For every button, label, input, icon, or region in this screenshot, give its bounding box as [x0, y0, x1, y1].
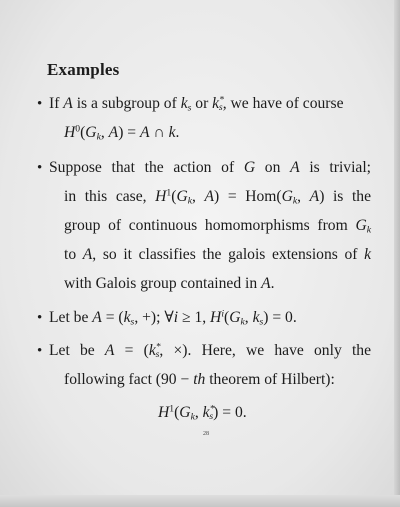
page-edge-right — [394, 0, 400, 507]
item-2-line-4: to A, so it classifies the galois extensions of k — [64, 246, 371, 263]
item-4-line-1: Let be $A = (k^*_s$, ×). Here, we have only the — [49, 341, 371, 361]
item-1-line-2: $H^0(G_k$, A) = A ∩ k. — [64, 123, 180, 143]
item-1-line-1: If A is a subgroup of $k_s$ or $k^*_s$, we have of course — [49, 94, 344, 114]
item-4-line-2: following fact (90 − th theorem of Hilbert): — [64, 371, 335, 388]
bullet-4: • — [37, 343, 43, 359]
bullet-1: • — [37, 96, 43, 112]
item-2-line-5: with Galois group contained in A. — [64, 275, 275, 292]
bullet-3: • — [37, 310, 43, 326]
page-number: 28 — [203, 431, 209, 437]
item-2-line-2: in this case, $H^1(G_k$, $A) = Hom(G_k$, A) is the — [64, 187, 372, 207]
bullet-2: • — [37, 160, 43, 176]
item-4-formula: $H^1(G_k$, $k^*_s) = 0$. — [158, 403, 247, 423]
page-edge-bottom — [0, 495, 400, 507]
item-3-line-1: Let be $A = (k_s$, +); ∀i ≥ 1, $H^i(G_k$, $k_s) = 0$. — [49, 308, 297, 328]
item-2-line-1: Suppose that the action of G on A is trivial; — [49, 159, 371, 176]
item-2-line-3: group of continuous homomorphisms from $G_k$ — [64, 217, 371, 236]
section-heading: Examples — [47, 60, 120, 79]
